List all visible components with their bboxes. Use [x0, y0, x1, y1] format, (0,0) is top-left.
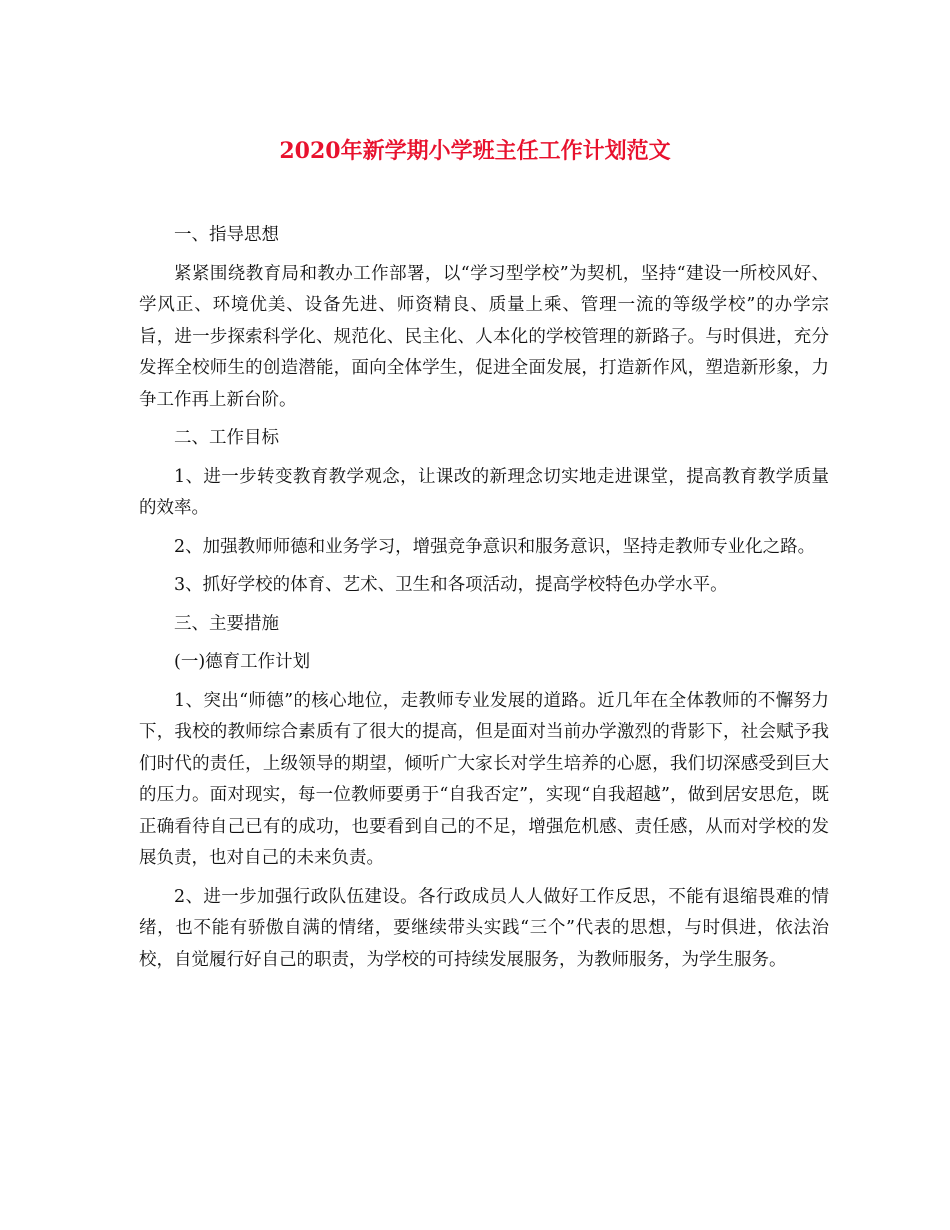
document-body — [139, 220, 829, 983]
measure-item: 2、进一步加强行政队伍建设。各行政成员人人做好工作反思，不能有退缩畏难的情绪，也不能有骄傲自满的情绪，要继续带头实践“三个”代表的思想，与时俱进，依法治校，自觉履行好自己的职责，为学校的可持续发展服务，为教师服务，为学生服务。 — [139, 886, 829, 970]
document-title: 2020年新学期小学班主任工作计划范文 — [279, 138, 671, 164]
work-goal-item: 1、进一步转变教育教学观念，让课改的新理念切实地走进课堂，提高教育教学质量的效率。 — [139, 466, 829, 518]
subsection-heading-moral-education: (一)德育工作计划 — [174, 652, 311, 672]
work-goal-item: 2、加强教师师德和业务学习，增强竞争意识和服务意识，坚持走教师专业化之路。 — [174, 536, 816, 557]
section-heading-main-measures: 三、主要措施 — [174, 613, 279, 634]
section-heading-guiding-ideology: 一、指导思想 — [174, 225, 279, 245]
measure-item: 1、突出“师德”的核心地位，走教师专业发展的道路。近几年在全体教师的不懈努力下，我校的教师综合素质有了很大的提高，但是面对当前办学激烈的背影下，社会赋予我们时代的责任，上级领导的期望，倾听广大家长对学生培养的心愿，我们切深感受到巨大的压力。面对现实，每一位教师要勇于“自我否定”，实现“自我超越”，做到居安思危，既正确看待自己已有的成功，也要看到自己的不足，增强危机感、责任感，从而对学校的发展负责，也对自己的未来负责。 — [139, 690, 829, 868]
section-heading-work-goals: 二、工作目标 — [174, 428, 279, 448]
section-paragraph-guiding-ideology: 紧紧围绕教育局和教办工作部署，以“学习型学校”为契机，坚持“建设一所校风好、学风正、环境优美、设备先进、师资精良、质量上乘、管理一流的等级学校”的办学宗旨，进一步探索科学化、规范化、民主化、人本化的学校管理的新路子。与时俱进，充分发挥全校师生的创造潜能，面向全体学生，促进全面发展，打造新作风，塑造新形象，力争工作再上新台阶。 — [139, 263, 829, 410]
work-goal-item: 3、抓好学校的体育、艺术、卫生和各项活动，提高学校特色办学水平。 — [174, 575, 728, 595]
